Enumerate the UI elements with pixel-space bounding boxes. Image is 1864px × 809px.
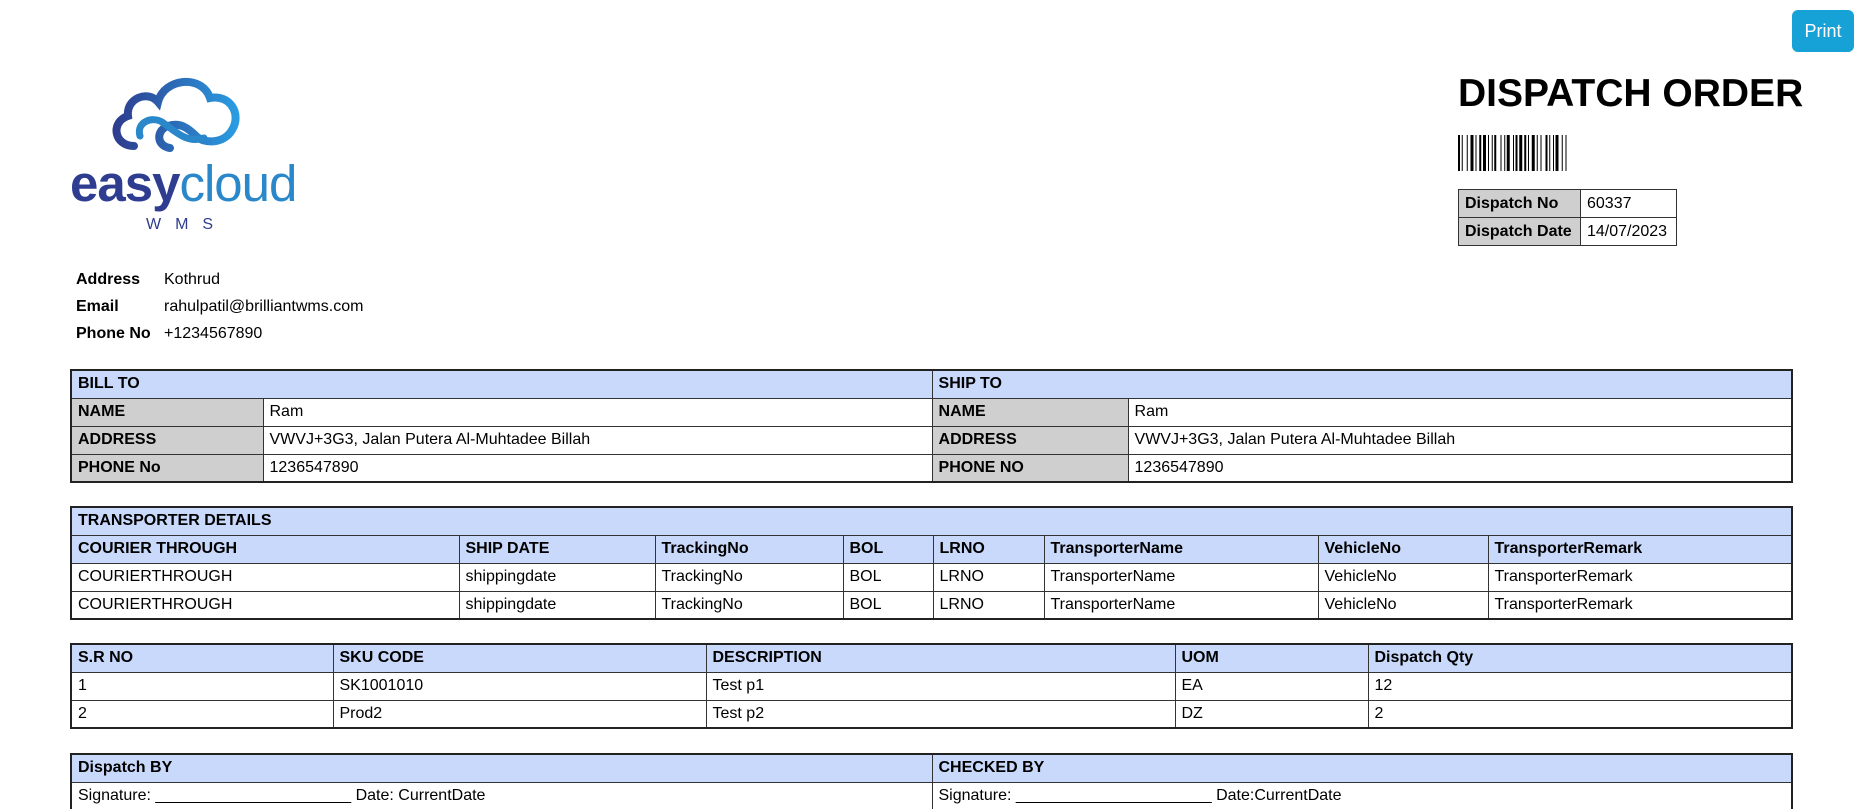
cell: EA (1175, 672, 1368, 700)
barcode-bar (1541, 135, 1542, 171)
ship-to-header: SHIP TO (932, 370, 1792, 398)
bill-to-header: BILL TO (71, 370, 932, 398)
phone-label: Phone No (76, 324, 151, 342)
cell: LRNO (933, 563, 1044, 591)
cell: Test p1 (706, 672, 1175, 700)
barcode (1458, 135, 1660, 171)
address-value: Kothrud (164, 270, 221, 288)
company-info (76, 266, 363, 347)
col-description: DESCRIPTION (706, 644, 1175, 672)
barcode-bar (1492, 135, 1493, 171)
ship-phone-label: PHONE NO (932, 454, 1128, 482)
col-sr-no: S.R NO (71, 644, 333, 672)
cell: TransporterRemark (1488, 563, 1792, 591)
barcode-bar (1458, 135, 1460, 171)
ship-name-value: Ram (1128, 398, 1792, 426)
table-row (71, 563, 1792, 591)
transporter-header: TRANSPORTER DETAILS (71, 507, 1792, 535)
bill-name-label: NAME (71, 398, 263, 426)
cell: BOL (843, 591, 933, 619)
barcode-bar (1494, 135, 1496, 171)
col-uom: UOM (1175, 644, 1368, 672)
ship-phone-value: 1236547890 (1128, 454, 1792, 482)
barcode-bar (1546, 135, 1548, 171)
cell: shippingdate (459, 563, 655, 591)
barcode-bar (1501, 135, 1502, 171)
barcode-bar (1556, 135, 1559, 171)
dispatch-no-value: 60337 (1581, 190, 1677, 218)
cell: Test p2 (706, 700, 1175, 728)
print-button[interactable]: Print (1792, 10, 1854, 52)
cell: LRNO (933, 591, 1044, 619)
address-label: Address (76, 270, 141, 288)
cell: 1 (71, 672, 333, 700)
dispatch-by-header: Dispatch BY (71, 754, 932, 782)
cell: VehicleNo (1318, 591, 1488, 619)
barcode-bar (1471, 135, 1474, 171)
bill-ship-table (70, 369, 1793, 483)
col-tracking-no: TrackingNo (655, 535, 843, 563)
barcode-bar (1524, 135, 1526, 171)
bill-phone-value: 1236547890 (263, 454, 932, 482)
dispatch-signature-line: Signature: ______________________ Date: CurrentDate (71, 782, 932, 809)
ship-address-label: ADDRESS (932, 426, 1128, 454)
phone-value: +1234567890 (164, 324, 263, 342)
cell: TransporterRemark (1488, 591, 1792, 619)
company-logo (70, 72, 322, 237)
barcode-bar (1513, 135, 1514, 171)
barcode-bar (1488, 135, 1489, 171)
barcode-bar (1566, 135, 1567, 171)
barcode-bar (1553, 135, 1554, 171)
bill-phone-label: PHONE No (71, 454, 263, 482)
barcode-bar (1462, 135, 1463, 171)
col-lrno: LRNO (933, 535, 1044, 563)
barcode-bar (1479, 135, 1481, 171)
barcode-bar (1504, 135, 1505, 171)
cell: COURIERTHROUGH (71, 563, 459, 591)
barcode-bar (1467, 135, 1468, 171)
cell: SK1001010 (333, 672, 706, 700)
cell: 2 (1368, 700, 1792, 728)
cell: shippingdate (459, 591, 655, 619)
cell: TransporterName (1044, 591, 1318, 619)
ship-address-value: VWVJ+3G3, Jalan Putera Al-Muhtadee Billah (1128, 426, 1792, 454)
table-row (71, 672, 1792, 700)
email-value: rahulpatil@brilliantwms.com (164, 297, 364, 315)
dispatch-meta-table (1458, 189, 1677, 246)
checked-by-header: CHECKED BY (932, 754, 1792, 782)
barcode-bar (1516, 135, 1518, 171)
ship-name-label: NAME (932, 398, 1128, 426)
col-vehicle-no: VehicleNo (1318, 535, 1488, 563)
col-transporter-remark: TransporterRemark (1488, 535, 1792, 563)
cell: BOL (843, 563, 933, 591)
dispatch-date-label: Dispatch Date (1459, 218, 1581, 246)
barcode-bar (1507, 135, 1510, 171)
dispatch-no-label: Dispatch No (1459, 190, 1581, 218)
items-table (70, 643, 1793, 729)
barcode-bar (1476, 135, 1477, 171)
col-ship-date: SHIP DATE (459, 535, 655, 563)
col-dispatch-qty: Dispatch Qty (1368, 644, 1792, 672)
logo-wordmark: easycloud (70, 155, 297, 212)
col-transporter-name: TransporterName (1044, 535, 1318, 563)
barcode-bar (1519, 135, 1522, 171)
document-title: DISPATCH ORDER (1458, 72, 1804, 115)
barcode-bar (1549, 135, 1550, 171)
bill-name-value: Ram (263, 398, 932, 426)
bill-address-value: VWVJ+3G3, Jalan Putera Al-Muhtadee Billah (263, 426, 932, 454)
barcode-bar (1483, 135, 1486, 171)
barcode-bar (1562, 135, 1563, 171)
transporter-table (70, 506, 1793, 620)
barcode-bar (1528, 135, 1529, 171)
cell: TrackingNo (655, 563, 843, 591)
cell: VehicleNo (1318, 563, 1488, 591)
cell: 2 (71, 700, 333, 728)
barcode-bar (1537, 135, 1538, 171)
logo-subtitle: WMS (146, 216, 228, 233)
cell: Prod2 (333, 700, 706, 728)
checked-signature-line: Signature: ______________________ Date:CurrentDate (932, 782, 1792, 809)
col-courier-through: COURIER THROUGH (71, 535, 459, 563)
col-bol: BOL (843, 535, 933, 563)
signoff-table (70, 753, 1793, 809)
cloud-icon (106, 72, 246, 154)
dispatch-date-value: 14/07/2023 (1581, 218, 1677, 246)
email-label: Email (76, 297, 119, 315)
cell: TrackingNo (655, 591, 843, 619)
barcode-bar (1532, 135, 1535, 171)
cell: 12 (1368, 672, 1792, 700)
cell: DZ (1175, 700, 1368, 728)
cell: COURIERTHROUGH (71, 591, 459, 619)
bill-address-label: ADDRESS (71, 426, 263, 454)
table-row (71, 591, 1792, 619)
cell: TransporterName (1044, 563, 1318, 591)
table-row (71, 700, 1792, 728)
col-sku-code: SKU CODE (333, 644, 706, 672)
